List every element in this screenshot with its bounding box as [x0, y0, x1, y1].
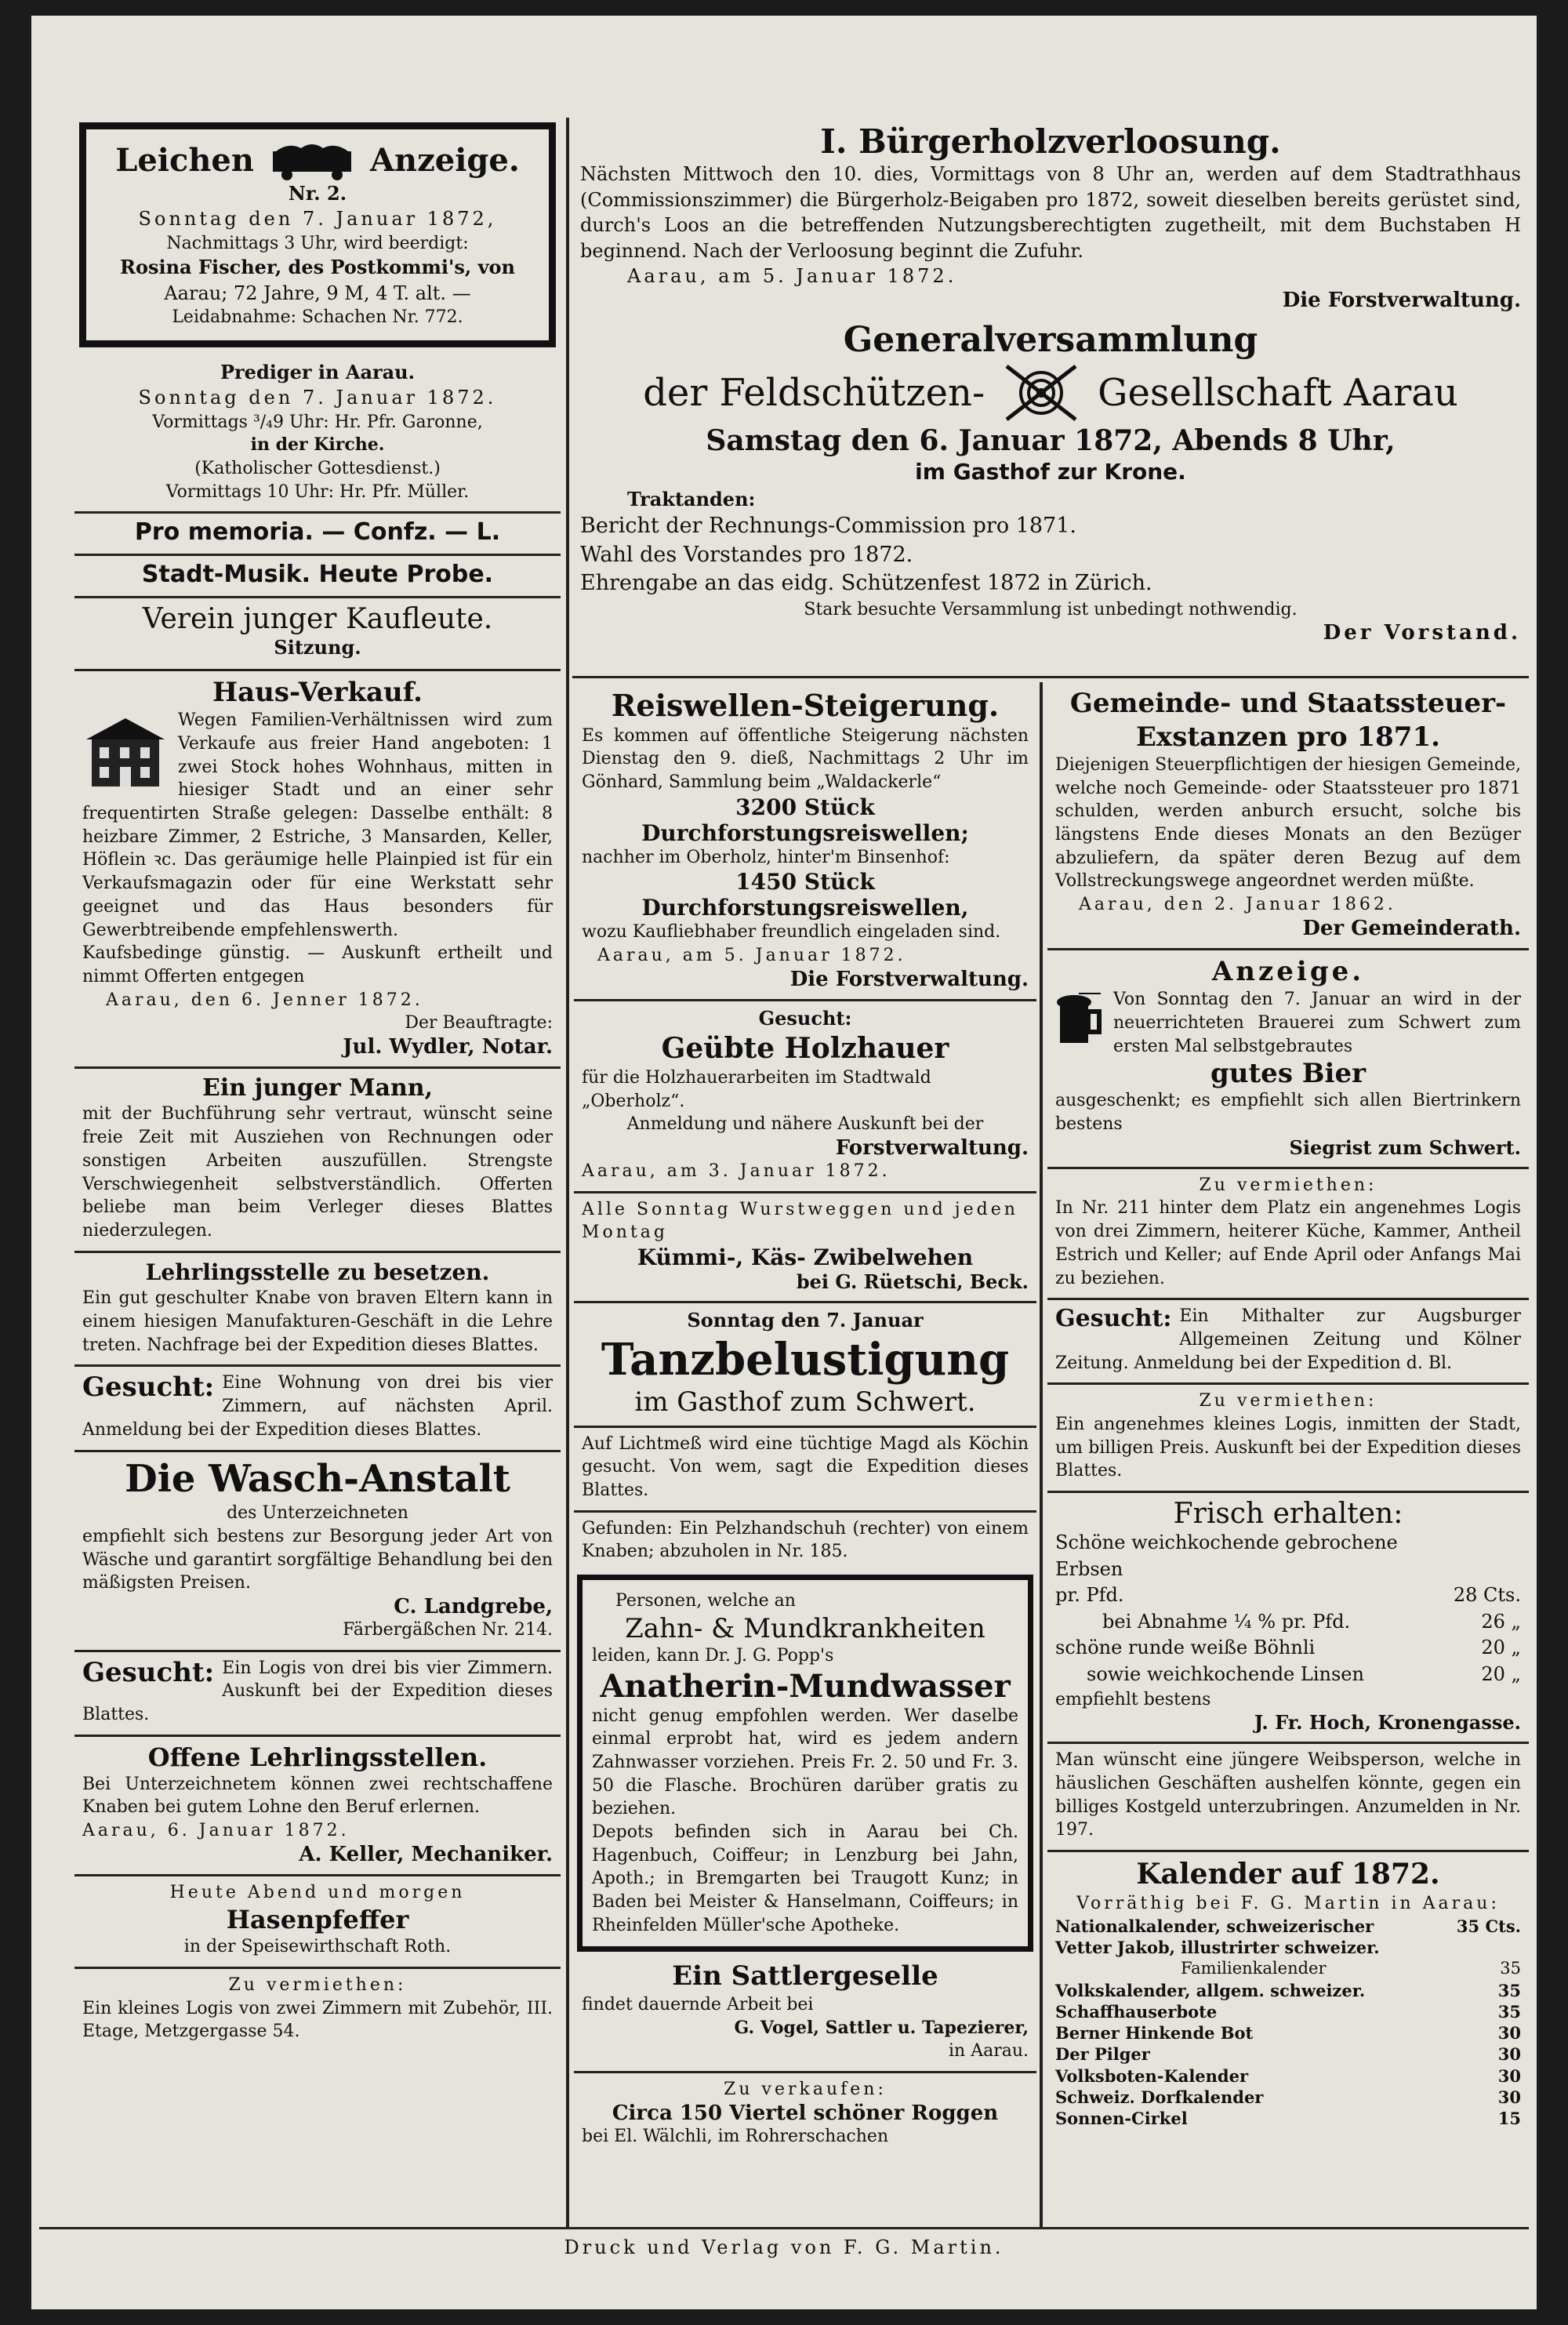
hausverkauf-text: Wegen Familien-Verhältnissen wird zum Verkaufe aus freier Hand angeboten: 1 zwei Stock hohes Wohnhaus, mitten in hiesiger Stadt und an einer sehr frequentirten Straße gelegen: Dasselbe enthält: 8 heizbare Zimmer, 2 Estriche, 3 Mansarden, Keller, Höflein ꝛc. Das geräumige helle Plainpied ist für ein Verkaufsmagazin oder für eine Werkstatt sehr geeignet und das Haus besonders für Gewerbtreibende empfehlenswerth. [82, 710, 553, 940]
kalender-row [1055, 1937, 1521, 1958]
offene-sig: A. Keller, Mechaniker. [299, 1842, 553, 1866]
house-icon [82, 712, 169, 790]
steuer-text: Diejenigen Steuerpflichtigen der hiesigen Gemeinde, welche noch Gemeinde- oder Staatssteuer pro 1871 schulden, werden anburch ersucht, solche bis längstens Ende dieses Monats an den Bezüger abzuliefern, da später deren Bezug auf dem Vollstreckungswege angeordnet werden müßte. [1055, 755, 1521, 892]
column-rule-right [1040, 682, 1043, 2227]
footer-imprint: Druck und Verlag von F. G. Martin. [564, 2236, 1004, 2258]
wasch-addr: Färbergäßchen Nr. 214. [343, 1619, 553, 1640]
kalender-item-name: Schaffhauserbote [1055, 2001, 1218, 2022]
reis-big1: 3200 Stück Durchforstungsreiswellen; [641, 794, 969, 846]
frisch-text: empfiehlt bestens [1055, 1689, 1211, 1709]
buerger-text: Nächsten Mittwoch den 10. dies, Vormittags von 8 Uhr an, werden auf dem Stadtrathhaus (Commissionszimmer) die Bürgerholz-Beigaben pro 1872, soweit dieselben bereits gerüstet sind, durch's Loos an die betreffenden Nutzungsberechtigten zugetheilt, mit dem Buchstaben H beginnend. Nach der Verloosung beginnt die Zufuhr. [580, 163, 1521, 262]
wurst-block [574, 1193, 1036, 1303]
wasch-block [74, 1452, 561, 1652]
junger-mann-block [74, 1069, 561, 1253]
kalender-block [1047, 1852, 1529, 2138]
holzhauer-sig: Forstverwaltung. [835, 1136, 1029, 1161]
general-note: Stark besuchte Versammlung ist unbedingt nothwendig. [804, 599, 1298, 619]
holzhauer-title: Geübte Holzhauer [661, 1032, 949, 1066]
gesucht-wohnung-text: Eine Wohnung von drei bis vier Zimmern, auf nächsten April. Anmeldung bei der Expedition dieses Blattes. [82, 1373, 553, 1440]
vermiethen-left-block [74, 1969, 561, 2051]
prediger-line4: Vormittags 10 Uhr: Hr. Pfr. Müller. [165, 481, 470, 502]
junger-mann-title: Ein junger Mann, [201, 1073, 434, 1102]
leichen-detail: Aarau; 72 Jahre, 9 M, 4 T. alt. — [164, 282, 471, 304]
anzeige-big: gutes Bier [1210, 1058, 1366, 1090]
frisch-item-name: sowie weichkochende Linsen [1087, 1662, 1364, 1685]
frisch-row [1055, 1662, 1521, 1688]
offene-text: Bei Unterzeichnetem können zwei rechtschaffene Knaben bei gutem Lohne den Beruf erlernen. [82, 1774, 553, 1818]
kalender-item-name: Volksboten-Kalender [1055, 2065, 1249, 2086]
weibsperson-block [1047, 1744, 1529, 1852]
kalender-item-name: Nationalkalender, schweizerischer [1055, 1916, 1374, 1936]
general-item-3: Ehrengabe an das eidg. Schützenfest 1872 in Zürich. [580, 571, 1152, 596]
tanz-block [574, 1303, 1036, 1428]
pro-memoria: Pro memoria. — Confz. — L. [74, 514, 561, 556]
left-column [74, 118, 561, 2223]
newspaper-page [31, 16, 1537, 2309]
kalender-item-price [1435, 1937, 1521, 1958]
holzhauer-gesucht: Gesucht: [758, 1006, 852, 1030]
frisch-item-name: Schöne weichkochende gebrochene Erbsen [1055, 1531, 1398, 1580]
verkaufen-sig: bei El. Wälchli, im Rohrerschachen [582, 2126, 889, 2146]
reis-title: Reiswellen-Steigerung. [611, 688, 1000, 723]
vermiethen1-title: Zu vermiethen: [1199, 1175, 1377, 1195]
prediger-line2: in der Kirche. [250, 434, 385, 456]
gesucht-wohnung-block [74, 1367, 561, 1451]
frisch-item-price: 28 Cts. [1453, 1584, 1521, 1607]
holzhauer-text: für die Holzhauerarbeiten im Stadtwald „Oberholz“. [582, 1068, 931, 1111]
gefunden-text: Gefunden: Ein Pelzhandschuh (rechter) von einem Knaben; abzuholen in Nr. 185. [582, 1518, 1029, 1562]
anzeige-title: Anzeige. [1211, 955, 1365, 987]
koechin-text: Auf Lichtmeß wird eine tüchtige Magd als Köchin gesucht. Von wem, sagt die Expedition dieses Blattes. [582, 1433, 1029, 1501]
prediger-line1: Vormittags ³/₄9 Uhr: Hr. Pfr. Garonne, [152, 412, 483, 432]
reis-text1: Es kommen auf öffentliche Steigerung nächsten Dienstag den 9. dieß, Nachmittags 2 Uhr im Gönhard, Sammlung beim „Waldackerle“ [582, 725, 1029, 792]
kalender-item-price: 30 [1497, 2044, 1521, 2065]
hasen-title: Hasenpfeffer [226, 1905, 409, 1935]
verkaufen-block [574, 2073, 1036, 2156]
frisch-item-price: 26 „ [1481, 1610, 1521, 1633]
general-item-2: Wahl des Vorstandes pro 1872. [580, 542, 913, 567]
offene-block [74, 1737, 561, 1876]
wasch-text: empfiehlt sich bestens zur Besorgung jeder Art von Wäsche und garantirt sorgfältige Behandlung bei den mäßigsten Preisen. [82, 1526, 553, 1593]
zahn-text: nicht genug empfohlen werden. Wer daselbe einmal erprobt hat, wird es jedem andern Zahnwasser vorziehen. Preis Fr. 2. 50 und Fr. 3. 50 die Flasche. Brochüren darüber gratis zu beziehen. [592, 1706, 1018, 1819]
vermiethen-left-text: Ein kleines Logis von zwei Zimmern mit Zubehör, III. Etage, Metzgergasse 54. [82, 1998, 553, 2042]
zahn-depots: Depots befinden sich in Aarau bei Ch. Hagenbuch, Coiffeur; in Lenzburg bei Jahn, Apoth.; in Bremgarten bei Traugott Kunz; in Baden bei Meister & Hanselmann, Coiffeurs; in Rheinfelden Müller'sche Apotheke. [592, 1822, 1018, 1935]
kalender-row [1055, 1916, 1521, 1937]
gesucht-logis-label: Gesucht: [82, 1656, 215, 1688]
leichen-title-left: Leichen [115, 142, 254, 179]
gesucht-right-text: Ein Mithalter zur Augsburger Allgemeinen Zeitung und Kölner Zeitung. Anmeldung bei der Expedition d. Bl. [1055, 1306, 1521, 1373]
weibsperson-text: Man wünscht eine jüngere Weibsperson, welche in häuslichen Geschäften aushelfen könnte, gegen ein billiges Kostgeld unterzubringen. Anzumelden in Nr. 197. [1055, 1750, 1521, 1840]
sattler-place: in Aarau. [949, 2041, 1029, 2062]
kalender-item-price: 35 [1497, 2001, 1521, 2022]
footer-rule [39, 2227, 1529, 2229]
steuer-sig: Der Gemeinderath. [1302, 916, 1521, 940]
reis-text3: wozu Kaufliebhaber freundlich eingeladen sind. [582, 922, 1001, 943]
wurst-sig: bei G. Rüetschi, Beck. [796, 1270, 1029, 1294]
verein-title: Verein junger Kaufleute. [142, 603, 493, 636]
stadt-musik: Stadt-Musik. Heute Probe. [74, 556, 561, 598]
wurst-text: Alle Sonntag Wurstweggen und jeden Montag [582, 1199, 1018, 1243]
general-block [572, 320, 1529, 652]
reis-text2: nachher im Oberholz, hinter'm Binsenhof: [582, 847, 950, 867]
general-title: Generalversammlung [843, 320, 1258, 361]
frisch-item-name: bei Abnahme ¼ % pr. Pfd. [1102, 1610, 1351, 1633]
kalender-item-name: Berner Hinkende Bot [1055, 2023, 1254, 2043]
gesucht-logis-text: Ein Logis von drei bis vier Zimmern. Auskunft bei der Expedition dieses Blattes. [82, 1658, 553, 1724]
tanz-place: im Gasthof zum Schwert. [634, 1386, 976, 1418]
kalender-item-price: 30 [1497, 2065, 1521, 2086]
frisch-item-name: pr. Pfd. [1055, 1584, 1124, 1607]
zahn-big: Anatherin-Mundwasser [600, 1667, 1011, 1705]
gefunden-block [574, 1513, 1036, 1571]
hausverkauf-beauftragte: Der Beauftragte: [405, 1013, 553, 1034]
kalender-row [1055, 2065, 1521, 2087]
middle-column [574, 682, 1036, 2223]
general-item-1: Bericht der Rechnungs-Commission pro 1871. [580, 514, 1076, 539]
zahn-title: Zahn- & Mundkrankheiten [625, 1612, 985, 1644]
frisch-row [1055, 1609, 1521, 1636]
vermiethen2-title: Zu vermiethen: [1199, 1391, 1377, 1411]
leichen-nr: Nr. 2. [288, 182, 347, 205]
kalender-item-price: 30 [1497, 2023, 1521, 2043]
reis-sig: Die Forstverwaltung. [789, 967, 1029, 991]
frisch-block [1047, 1493, 1529, 1744]
wasch-sig: C. Landgrebe, [394, 1594, 553, 1618]
kalender-row [1055, 2087, 1521, 2108]
zahn-line2: leiden, kann Dr. J. G. Popp's [592, 1645, 834, 1666]
lehrling-title: Lehrlingsstelle zu besetzen. [145, 1259, 490, 1285]
leichen-title-right: Anzeige. [369, 142, 520, 179]
leichen-time: Nachmittags 3 Uhr, wird beerdigt: [166, 233, 469, 253]
hasen-line2: in der Speisewirthschaft Roth. [183, 1937, 452, 1957]
vermiethen2-block [1047, 1385, 1529, 1493]
kalender-row [1055, 2001, 1521, 2022]
steuer-place: Aarau, den 2. Januar 1862. [1079, 895, 1396, 915]
hausverkauf-block [74, 671, 561, 1069]
leichen-name: Rosina Fischer, des Postkommi's, von [120, 256, 515, 279]
frisch-item-price [1466, 1530, 1521, 1582]
reis-place: Aarau, am 5. Januar 1872. [597, 945, 906, 965]
offene-title: Offene Lehrlingsstellen. [147, 1742, 488, 1772]
sattler-block [574, 1955, 1036, 2073]
buerger-place: Aarau, am 5. Januar 1872. [627, 264, 957, 287]
general-place: im Gasthof zur Krone. [915, 459, 1186, 485]
general-sig: Der Vorstand. [1323, 621, 1521, 645]
reis-block [574, 682, 1036, 1001]
gesucht-wohnung-label: Gesucht: [82, 1371, 215, 1404]
kalender-item-price: 35 Cts. [1456, 1916, 1521, 1936]
verein-sub: Sitzung. [274, 636, 361, 659]
prediger-date: Sonntag den 7. Januar 1872. [138, 387, 497, 409]
gesucht-logis-block [74, 1652, 561, 1737]
vermiethen-left-title: Zu vermiethen: [228, 1975, 407, 1996]
offene-place: Aarau, 6. Januar 1872. [82, 1821, 350, 1840]
wasch-sub: des Unterzeichneten [227, 1503, 408, 1524]
kalender-item-price: 15 [1497, 2109, 1521, 2129]
holzhauer-place: Aarau, am 3. Januar 1872. [582, 1161, 891, 1182]
vermiethen1-text: In Nr. 211 hinter dem Platz ein angenehmes Logis von drei Zimmern, heiterer Küche, Kammer, Antheil Estrich und Keller; auf Ende April oder Anfangs Mai zu beziehen. [1055, 1198, 1521, 1288]
kalender-item-price: 35 [1500, 1959, 1521, 1978]
holzhauer-block [574, 1001, 1036, 1193]
frisch-sig: J. Fr. Hoch, Kronengasse. [1254, 1711, 1521, 1735]
hasen-line1: Heute Abend und morgen [169, 1882, 466, 1902]
frisch-title: Frisch erhalten: [1173, 1498, 1403, 1530]
vermiethen2-text: Ein angenehmes kleines Logis, inmitten der Stadt, um billigen Preis. Auskunft bei der Expedition dieses Blattes. [1055, 1414, 1521, 1481]
beer-mug-icon [1055, 993, 1105, 1048]
tanz-title: Tanzbelustigung [601, 1333, 1010, 1386]
frisch-row [1055, 1582, 1521, 1609]
frisch-item-price: 20 „ [1481, 1662, 1521, 1685]
koechin-block [574, 1428, 1036, 1513]
kalender-item-name: Familienkalender [1181, 1959, 1327, 1978]
gesucht-right-label: Gesucht: [1055, 1305, 1172, 1333]
crossed-rifles-target-icon [1004, 361, 1079, 424]
right-column [1047, 682, 1529, 2223]
kalender-item-name: Volkskalender, allgem. schweizer. [1055, 1980, 1366, 2000]
wasch-title: Die Wasch-Anstalt [125, 1456, 510, 1501]
prediger-line3: (Katholischer Gottesdienst.) [194, 459, 441, 479]
tanz-top: Sonntag den 7. Januar [687, 1309, 924, 1332]
general-line-left: der Feldschützen- [643, 371, 985, 416]
leichen-date: Sonntag den 7. Januar 1872, [138, 208, 497, 231]
verkaufen-text: Circa 150 Viertel schöner Roggen [612, 2101, 999, 2125]
kalender-row [1055, 2022, 1521, 2043]
steuer-block [1047, 682, 1529, 950]
kalender-row [1055, 1958, 1521, 1979]
kalender-item-price: 30 [1497, 2087, 1521, 2108]
sattler-sig: G. Vogel, Sattler u. Tapezierer, [734, 2017, 1029, 2038]
general-trakt: Traktanden: [627, 487, 756, 510]
zahn-line1: Personen, welche an [615, 1591, 796, 1611]
gesucht-right-block [1047, 1300, 1529, 1385]
kalender-row [1055, 2043, 1521, 2065]
lehrling-text: Ein gut geschulter Knabe von braven Eltern kann in einem hiesigen Manufakturen-Geschäft in die Lehre treten. Nachfrage bei der Expedition dieses Blattes. [82, 1288, 553, 1355]
leichen-anzeige [79, 122, 556, 347]
anzeige-text2: ausgeschenkt; es empfiehlt sich allen Biertrinkern bestens [1055, 1091, 1521, 1135]
general-line-right: Gesellschaft Aarau [1098, 371, 1458, 416]
frisch-item-price: 20 „ [1481, 1637, 1521, 1659]
hausverkauf-place: Aarau, den 6. Jenner 1872. [106, 990, 423, 1010]
buerger-block [572, 118, 1529, 320]
leichen-leid: Leidabnahme: Schachen Nr. 772. [172, 307, 463, 328]
sattler-text: findet dauernde Arbeit bei [582, 1994, 814, 2014]
prediger-block [74, 355, 561, 514]
kalender-title: Kalender auf 1872. [1136, 1858, 1440, 1891]
hasen-block [74, 1876, 561, 1969]
buerger-sig: Die Forstverwaltung. [1282, 289, 1521, 313]
hausverkauf-text2: Kaufsbedinge günstig. — Auskunft ertheilt und nimmt Offerten entgegen [82, 943, 553, 986]
reis-big2: 1450 Stück Durchforstungsreiswellen, [641, 869, 969, 921]
anzeige-text: Von Sonntag den 7. Januar an wird in der neuerrichteten Brauerei zum Schwert zum ersten Mal selbstgebrautes [1113, 990, 1521, 1056]
section-rule-top [572, 676, 1529, 678]
kalender-row [1055, 1980, 1521, 2001]
lehrling-block [74, 1253, 561, 1368]
column-rule-left [566, 118, 569, 2227]
zahn-block [577, 1575, 1033, 1952]
verkaufen-title: Zu verkaufen: [724, 2079, 887, 2099]
anzeige-block [1047, 950, 1529, 1169]
anzeige-sig: Siegrist zum Schwert. [1289, 1135, 1521, 1159]
prediger-title: Prediger in Aarau. [220, 360, 415, 383]
kalender-item-name: Schweiz. Dorfkalender [1055, 2087, 1264, 2108]
sattler-title: Ein Sattlergeselle [672, 1960, 938, 1993]
hearse-icon [265, 140, 359, 181]
verein-block [74, 598, 561, 670]
kalender-row [1055, 2108, 1521, 2129]
general-date: Samstag den 6. Januar 1872, Abends 8 Uhr, [706, 424, 1396, 458]
frisch-row [1055, 1635, 1521, 1662]
wurst-big: Kümmi-, Käs- Zwibelwehen [637, 1244, 974, 1271]
junger-mann-text: mit der Buchführung sehr vertraut, wünscht seine freie Zeit mit Ausziehen von Rechnungen oder sonstigen Arbeiten auszufüllen. Strengste Verschwiegenheit selbstverständlich. Offerten beliebe man beim Verleger dieses Blattes niederzulegen. [82, 1104, 553, 1241]
kalender-item-name: Sonnen-Cirkel [1055, 2109, 1188, 2129]
kalender-item-name: Vetter Jakob, illustrirter schweizer. [1055, 1937, 1380, 1957]
top-area [572, 118, 1529, 674]
kalender-sub: Vorräthig bei F. G. Martin in Aarau: [1076, 1894, 1500, 1913]
holzhauer-text2: Anmeldung und nähere Auskunft bei der [626, 1114, 984, 1135]
hausverkauf-sig: Jul. Wydler, Notar. [343, 1034, 553, 1059]
frisch-item-name: schöne runde weiße Böhnli [1055, 1637, 1316, 1659]
steuer-title: Gemeinde- und Staatssteuer-Exstanzen pro 1871. [1069, 688, 1507, 753]
kalender-item-name: Der Pilger [1055, 2044, 1150, 2065]
vermiethen1-block [1047, 1169, 1529, 1300]
buerger-title: I. Bürgerholzverloosung. [820, 122, 1281, 161]
kalender-item-price: 35 [1497, 1980, 1521, 2000]
frisch-row [1055, 1530, 1521, 1582]
hausverkauf-title: Haus-Verkauf. [212, 676, 423, 708]
